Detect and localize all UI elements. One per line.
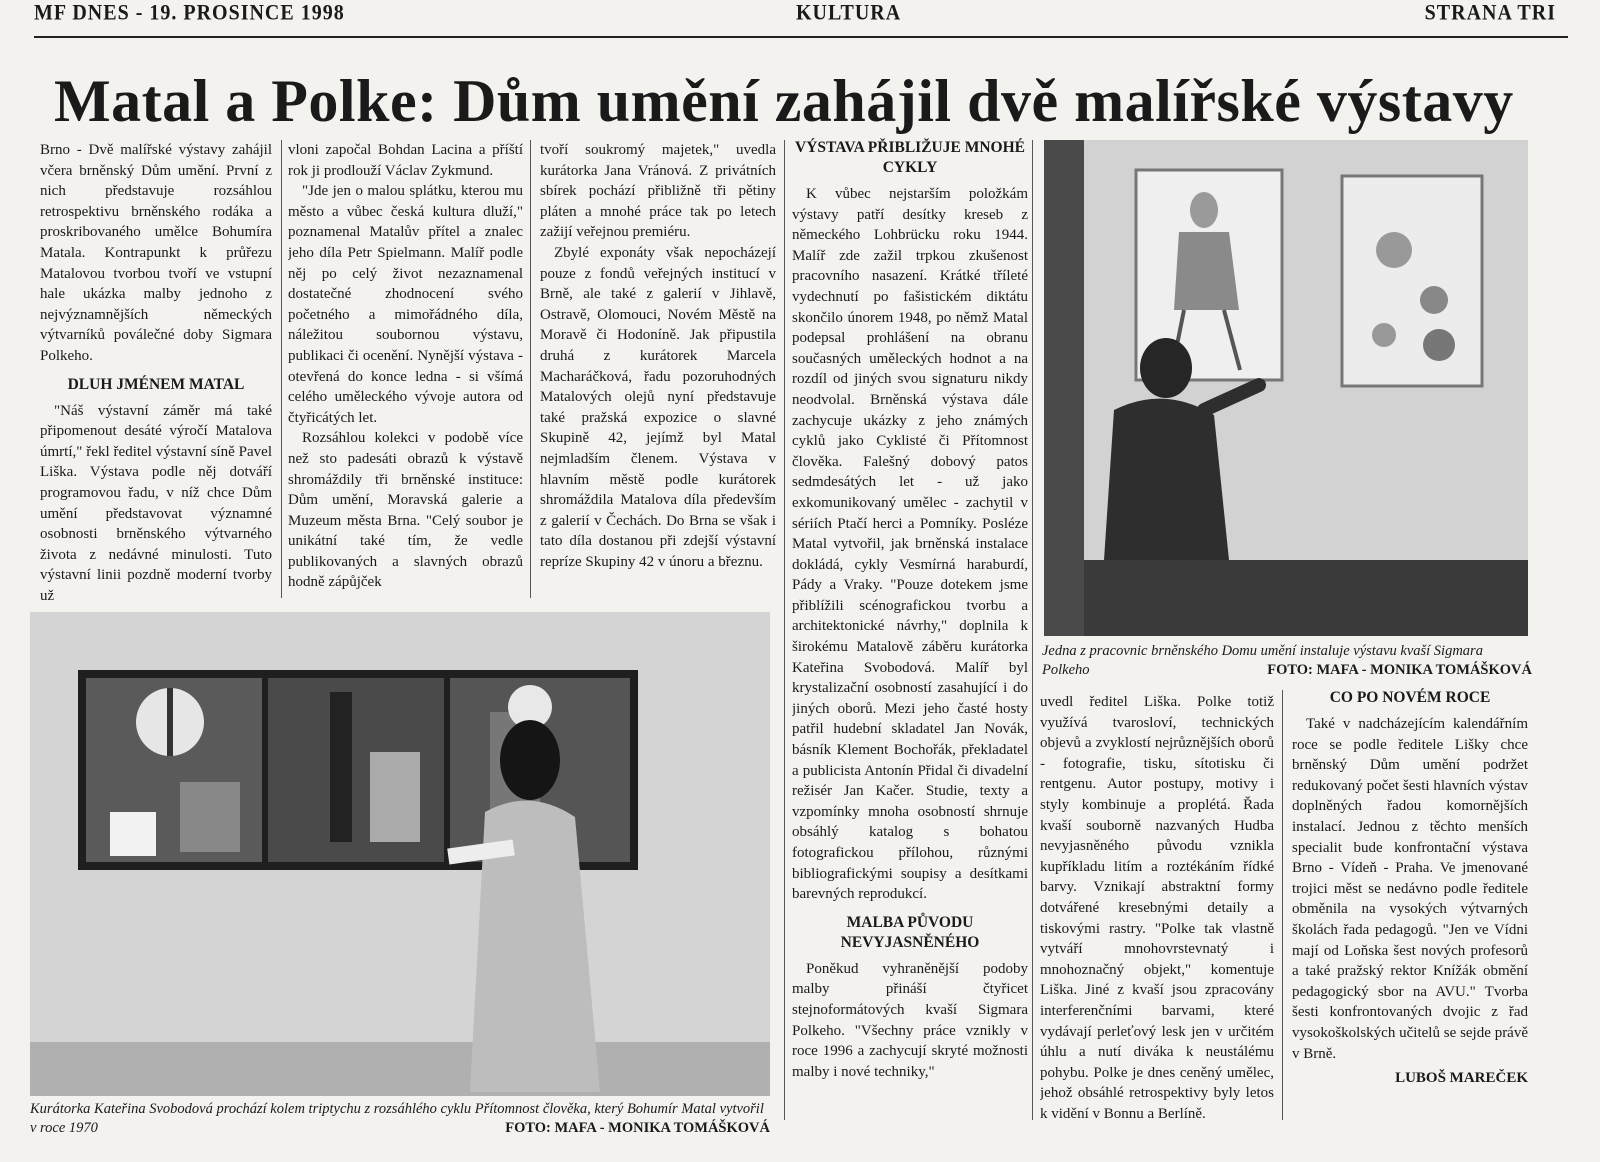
column-rule (784, 140, 785, 1120)
photo-caption-right (1042, 642, 1532, 680)
paragraph: Zbylé exponáty však nepocházejí pouze z fondů veřejných institucí v Brně, ale také z galerií v Jihlavě, Ostravě, Olomouci, Novém Městě na Moravě či Hodoníně. Jak připustila druhá z kurátorek Marcela Macharáčková, řadu pozoruhodných Matalových olejů nyní představuje také pražská expozice o slavné Skupině 42, jejímž byl Matal nejmladším členem. Výstava v hlavním městě podle kurátorek shromáždila Matalova díla především z galerií v Čechách. Do Brna se však i tato díla dostanou při zdejší výstavní repríze Skupiny 42 v únoru a březnu. (540, 244, 776, 570)
paragraph: vloni započal Bohdan Lacina a příští rok ji prodlouží Václav Zykmund. (288, 142, 523, 179)
article-column-2 (288, 140, 523, 602)
article-column-4 (792, 136, 1028, 1122)
paragraph: "Náš výstavní záměr má také připomenout desáté výročí Matalova úmrtí," řekl ředitel výstavní síně Pavel Liška. Výstava podle něj dotváří programovou řadu, v níž chce Dům umění představovat významné osobnosti brněnského výtvarného života z nedávné minulosti. Tuto výstavní linii pozdně moderní tvorby už (40, 402, 272, 602)
column-rule (281, 140, 282, 598)
column-rule (1282, 690, 1283, 1120)
paragraph: tvoří soukromý majetek," uvedla kurátorka Jana Vránová. Z privátních sbírek pochází přibližně tři pětiny pláten a mnohé práce tak po letech zažijí veřejnou premiéru. (540, 142, 776, 241)
paragraph: K vůbec nejstarším položkám výstavy patří desítky kreseb z německého Lohbrücku roku 1944. Malíř zde zažil trpkou zkušenost pracovního nasazení. Krátké tříleté vydechnutí po fašistickém diktátu skončilo únorem 1948, po němž Matal podepsal prohlášení na obranu současných uměleckých hodnot a na rozdíl od jiných svou signaturu nikdy neodvolal. Brněnská výstava dále zachycuje ukázky z jeho známých cyklů jako Cyklisté či Přítomnost člověka. Falešný dobový patos sedmdesátých let - už jako exkomunikovaný umělec - zachytil v sériích Ptačí herci a Pomníky. Posléze Matal vytvořil, jak brněnská instalace dokládá, cykly Vesmírná haraburdí, Pády a Vraky. "Pouze dotekem jsme přiblížili scénografickou tvorbu a architektonické návrhy," doplnila k širokému Matalově záběru kurátorka Kateřina Svobodová. Malíř byl krystalizační osobností zasahující i do jiných oborů. Mezi jeho časté hosty patřil hudební skladatel Jan Novák, básník Klement Bochořák, překladatel a publicista Antonín Přidal či divadelní režisér Jan Kačer. Studie, texty a vzpomínky mnoha osobností shrnuje obsáhlý katalog s bohatou fotografickou přílohou, různými bibliografickými soupisy a desítkami barevných reprodukcí. (792, 186, 1028, 903)
article-column-6 (1292, 688, 1528, 1140)
photo-credit: FOTO: MAFA - MONIKA TOMÁŠKOVÁ (1267, 662, 1532, 678)
section-name: KULTURA (796, 0, 902, 26)
author-byline: LUBOŠ MAREČEK (1395, 1070, 1528, 1087)
page-header (34, 2, 1568, 38)
photo-caption-left (30, 1100, 770, 1138)
paragraph: Také v nadcházejícím kalendářním roce se podle ředitele Lišky chce brněnský Dům umění podržet redukovaný počet šesti hlavních výstav doplněných řadou komornějších instalací. Jednou z těchto menších specialit bude konfrontační výstava Brno - Vídeň - Praha. Ve jmenované trojici měst se nedávno podle ředitele obměnila na vysokých výtvarných školách řada pedagogů. "Jen ve Vídni mají od Loňska šest nových profesorů a také pražský rektor Knížák obmění pedagogický sbor na AVU." Tvorba šesti konfrontovaných dvojic z řad vysokoškolských učitelů se sejde právě v Brně. (1292, 716, 1528, 1062)
subheading: MALBA PŮVODU NEVYJASNĚNÉHO (840, 913, 980, 951)
subheading: DLUH JMÉNEM MATAL (67, 375, 245, 393)
article-column-1 (40, 140, 272, 602)
column-rule (1032, 140, 1033, 1120)
article-headline: Matal a Polke: Dům umění zahájil dvě malířské výstavy (54, 68, 1514, 134)
paragraph: Brno - Dvě malířské výstavy zahájil včera brněnský Dům umění. První z nich představuje rozsáhlou retrospektivu brněnského rodáka a proskribovaného umělce Bohumíra Matala. Kontrapunkt k průřezu Matalovou tvorbou tvoří ve vstupní hale ukázka malby jednoho z nejvýznamnějších německých výtvarníků poválečné doby Sigmara Polkeho. (40, 142, 272, 364)
newspaper-date: MF DNES - 19. PROSINCE 1998 (34, 0, 345, 26)
column-rule (530, 140, 531, 598)
article-column-3 (540, 140, 776, 602)
subheading: VÝSTAVA PŘIBLIŽUJE MNOHÉ CYKLY (795, 139, 1025, 176)
caption-text: Jedna z pracovnic brněnského Domu umění instaluje výstavu kvaší Sigmara Polkeho (1042, 643, 1483, 678)
article-column-5 (1040, 692, 1274, 1122)
caption-text: Kurátorka Kateřina Svobodová prochází kolem triptychu z rozsáhlého cyklu Přítomnost člověka, který Bohumír Matal vytvořil v roce 1970 (30, 1101, 764, 1136)
photo-triptych-curator (30, 612, 770, 1096)
paragraph: Rozsáhlou kolekci v podobě více než sto padesáti obrazů k výstavě shromáždily tři brněnské instituce: Dům umění, Moravská galerie a Muzeum města Brna. "Celý soubor je unikátní také tím, že vedle publikovaných a slavných obrazů hodně zápůjček (288, 430, 523, 591)
paragraph: uvedl ředitel Liška. Polke totiž využívá tvarosloví, technických objevů a zvyklostí nejrůznějších oborů - fotografie, tisku, sítotisku či rentgenu. Autor postupy, motivy i styly kombinuje a proplétá. Řada kvaší souborně nazvaných Hudba nevyjasněného původu vznikla kupříkladu litím a roztékáním řídké barvy. Vznikají abstraktní formy dotvářené kresebnými detaily a tiskovými rastry. "Polke tak vlastně vytváří mnohovrstevnatý i mnohoznačný objekt," komentuje Liška. Jiné z kvaší jsou zpracovány interferenčními barvami, které vydávají perleťový lesk jen v určitém úhlu a nutí diváka k neustálému pohybu. Polke je dnes ceněný umělec, jehož obsáhlé retrospektivy byly letos k vidění v Bonnu a Berlíně. (1040, 694, 1274, 1122)
page-number: STRANA TRI (1424, 0, 1556, 26)
paragraph: "Jde jen o malou splátku, kterou mu město a vůbec česká kultura dluží," poznamenal Matalův přítel a znalec jeho díla Petr Spielmann. Malíř podle něj po celý život nezaznamenal dostatečné zhodnocení svého početného a mimořádného díla, náležitou soubornou výstavu, publikaci či ocenění. Nynější výstava - otevřená do konce ledna - si všímá celého uměleckého vývoje autora od čtyřicátých let. (288, 183, 523, 426)
photo-exhibition-installation (1044, 140, 1528, 636)
subheading: CO PO NOVÉM ROCE (1329, 689, 1491, 706)
photo-credit: FOTO: MAFA - MONIKA TOMÁŠKOVÁ (505, 1120, 770, 1136)
paragraph: Poněkud vyhraněnější podoby malby přináší čtyřicet stejnoformátových kvaší Sigmara Polkeho. "Všechny práce vznikly v roce 1996 a zachycují skryté možnosti malby i nové techniky," (792, 960, 1028, 1080)
